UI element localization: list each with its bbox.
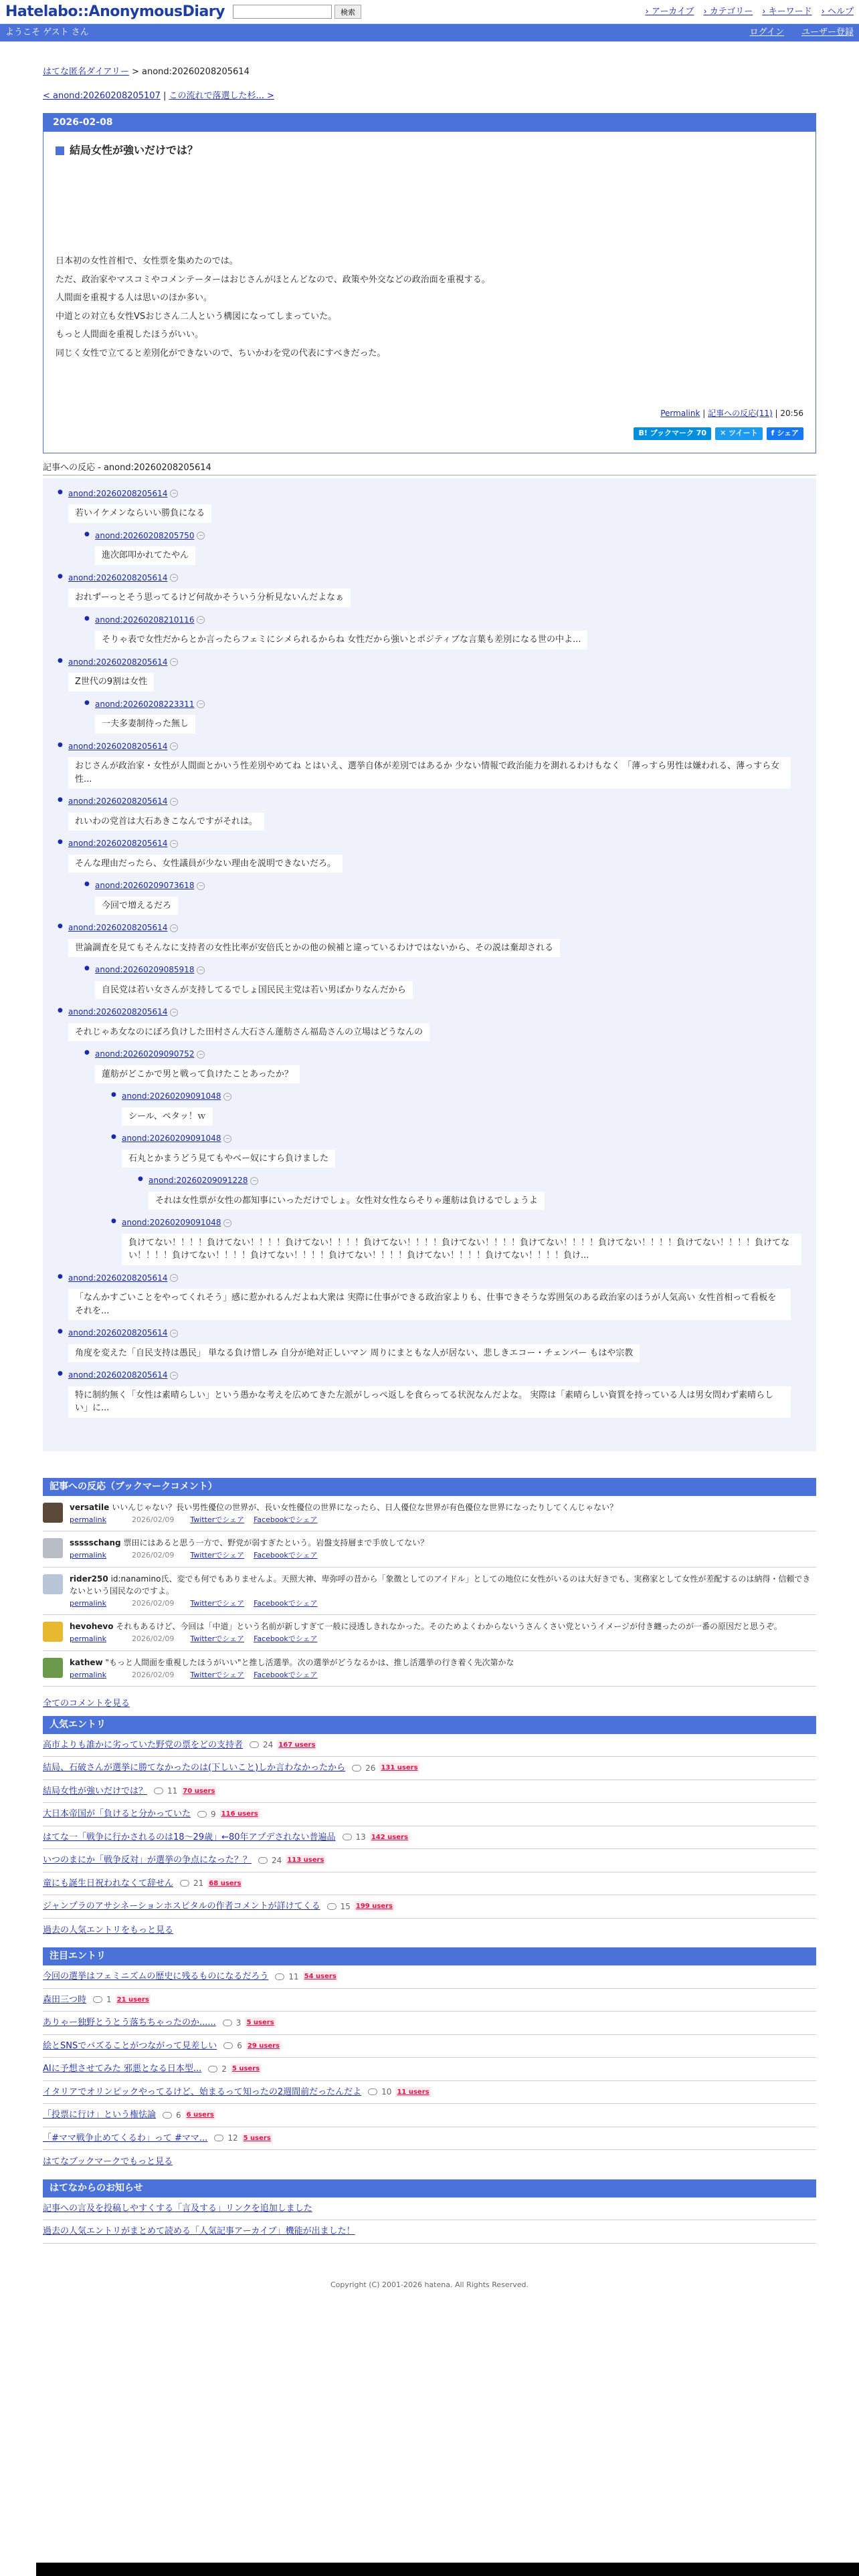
bookmark-comments-heading: 記事への反応（ブックマークコメント）	[43, 1478, 816, 1496]
entry-row	[43, 1872, 816, 1896]
bookmark-date: 2026/02/09	[132, 1515, 175, 1524]
collapse-icon[interactable]: −	[170, 742, 178, 750]
reaction-link[interactable]: anond:20260208205614	[68, 657, 168, 667]
entry-title-link[interactable]: ありゃー独野とうとう落ちちゃったのか......	[43, 2018, 216, 2028]
facebook-share-link[interactable]: Facebookでシェア	[254, 1670, 318, 1679]
reaction-item	[58, 1272, 801, 1321]
reaction-excerpt: 角度を変えた「自民支持は愚民」 単なる負け惜しみ 自分が絶対正しいマン 周りにまともな人が居ない、悲しきエコー・チェンバー もはや宗教	[68, 1344, 640, 1363]
entry-row	[43, 1780, 816, 1804]
help-link[interactable]: › ヘルプ	[822, 5, 854, 19]
entry-row	[43, 2127, 816, 2151]
reaction-item	[84, 879, 801, 915]
entry-title-link[interactable]: 高市よりも誰かに劣っていた野党の票をどの支持者	[43, 1739, 244, 1750]
bookmark-row	[43, 1568, 816, 1616]
bookmark-users-badge[interactable]: 142 users	[371, 1833, 408, 1841]
entry-title-link[interactable]: 「#ママ戦争止めてくるわ」って #ママ...	[43, 2133, 208, 2143]
bookmark-date: 2026/02/09	[132, 1551, 175, 1560]
top-links	[646, 5, 854, 19]
comment-icon	[352, 1765, 361, 1772]
reaction-item	[111, 1090, 801, 1125]
notice-row	[43, 2197, 816, 2221]
entry-row	[43, 1989, 816, 2012]
reaction-excerpt: それは女性票が女性の都知事にいっただけでしょ。女性対女性ならそりゃ蓮舫は負けるでしょうよ	[149, 1192, 545, 1210]
reaction-excerpt: れいわの党首は大石あきこなんですがそれは。	[68, 813, 264, 831]
entry-title-link[interactable]: 大日本帝国が「負けると分かっていた	[43, 1809, 191, 1819]
notice-link[interactable]: 過去の人気エントリがまとめて読める「人気記事アーカイブ」機能が出ました！	[43, 2226, 355, 2236]
entry-paragraph: もっと人間面を重視したほうがいい。	[56, 330, 204, 340]
reaction-excerpt: 一夫多妻制待った無し	[95, 715, 195, 734]
entry-title-link[interactable]: 「投票に行け」という権怯論	[43, 2110, 157, 2120]
comment-count: 24	[272, 1855, 282, 1865]
reaction-excerpt: おれずーっとそう思ってるけど何故かそういう分析見ないんだよなぁ	[68, 588, 351, 607]
entry-paragraph: 日本初の女性首相で、女性票を集めたのでは。	[56, 256, 238, 266]
comment-count: 2	[221, 2064, 227, 2074]
entry-title: 結局女性が強いだけでは？	[56, 142, 803, 158]
comment-count: 21	[193, 1879, 204, 1889]
reaction-excerpt: 石丸とかまうどう見てもやべー奴にすら負けました	[122, 1150, 335, 1168]
reaction-link[interactable]: anond:20260208210116	[95, 615, 195, 625]
reactions-tree	[43, 478, 816, 1451]
entry-title-link[interactable]: 結局、石破さんが選挙に勝てなかったのは(下しいこと)しか言わなかったから	[43, 1763, 346, 1773]
bookmark-permalink[interactable]: permalink	[70, 1551, 106, 1560]
entry-row	[43, 2058, 816, 2081]
bookmark-users-badge[interactable]: 5 users	[231, 2065, 260, 2073]
reaction-item	[58, 656, 801, 734]
comment-icon	[93, 1996, 102, 2003]
entry-footer: Permalink | 記事への反応(11) | 20:56	[660, 409, 803, 418]
reaction-link[interactable]: anond:20260209091048	[122, 1134, 221, 1143]
entry-pager: < anond:20260208205107 | この流れで落選した杉... >	[43, 90, 274, 101]
entry-title-link[interactable]: ジャンプラのアサシネーションホスピタルの作者コメントが詳けてくる	[43, 1901, 320, 1911]
bookmark-date: 2026/02/09	[132, 1670, 175, 1679]
reaction-link[interactable]: anond:20260209091048	[122, 1091, 221, 1101]
reaction-children	[84, 614, 801, 649]
twitter-share-link[interactable]: Twitterでシェア	[190, 1634, 245, 1643]
comment-icon	[154, 1788, 163, 1794]
facebook-share-link[interactable]: Facebookでシェア	[254, 1598, 318, 1608]
comment-icon	[163, 2112, 172, 2119]
avatar[interactable]	[43, 1503, 63, 1523]
bookmark-comment: それもあるけど、今回は「中道」という名前が新しすぎて一般に浸透しきれなかった。そのためよくわからないうさんくさい党というイメージが付き纏ったのが一番の原因だと思うぞ。	[116, 1622, 782, 1631]
bookmark-permalink[interactable]: permalink	[70, 1515, 106, 1524]
collapse-icon[interactable]: −	[170, 658, 178, 666]
entry-title-link[interactable]: 結局女性が強いだけでは？	[43, 1786, 148, 1796]
bookmark-row	[43, 1496, 816, 1532]
search-button[interactable]: 検索	[335, 5, 361, 19]
bookmark-meta	[70, 1634, 782, 1645]
main-content	[43, 41, 816, 2290]
bookmark-user[interactable]: kathew	[70, 1657, 103, 1667]
entry-date: 2026-02-08	[43, 114, 816, 132]
entry-row	[43, 1895, 816, 1919]
bookmark-permalink[interactable]: permalink	[70, 1670, 106, 1679]
reaction-item	[84, 698, 801, 734]
comment-count: 26	[365, 1763, 376, 1773]
reaction-link[interactable]: anond:20260208205614	[68, 1328, 168, 1337]
bookmark-meta	[70, 1550, 428, 1562]
facebook-share-link[interactable]: Facebookでシェア	[254, 1515, 318, 1524]
bookmark-users-badge[interactable]: 5 users	[246, 2019, 274, 2027]
entry-row	[43, 1734, 816, 1757]
reaction-children	[138, 1174, 801, 1210]
notable-heading: 注目エントリ	[43, 1947, 816, 1965]
twitter-share-link[interactable]: Twitterでシェア	[190, 1670, 245, 1679]
notice-list	[43, 2197, 816, 2244]
bookmark-meta	[70, 1670, 514, 1681]
entry-title-link[interactable]: AIに予想させてみた 邪悪となる日本型...	[43, 2064, 202, 2074]
reaction-children	[84, 964, 801, 999]
entry-row	[43, 2104, 816, 2127]
bookmark-row	[43, 1531, 816, 1568]
reaction-link[interactable]: anond:20260209090752	[95, 1049, 195, 1059]
bookmark-users-badge[interactable]: 113 users	[287, 1856, 324, 1864]
entry-title-link[interactable]: 童にも誕生日祝われなくて辞せん	[43, 1878, 174, 1889]
reaction-children	[84, 1048, 801, 1265]
comment-count: 6	[176, 2110, 181, 2120]
reaction-excerpt: それじゃあ女なのにぼろ負けした田村さん大石さん蓮舫さん福島さんの立場はどうなんの	[68, 1023, 430, 1042]
comment-count: 12	[227, 2133, 238, 2143]
reaction-children	[84, 879, 801, 915]
popular-heading: 人気エントリ	[43, 1716, 816, 1734]
reaction-excerpt: 自民党は若い女さんが支持してるでしょ国民民主党は若い男ばかりなんだから	[95, 981, 413, 1000]
reaction-item	[111, 1132, 801, 1210]
comment-icon	[214, 2135, 223, 2141]
facebook-share-link[interactable]: Facebookでシェア	[254, 1551, 318, 1560]
category-link[interactable]: › カテゴリー	[703, 5, 753, 19]
bottom-bar	[36, 2563, 859, 2576]
collapse-icon[interactable]: −	[170, 574, 178, 582]
entry-title-link[interactable]: 今回の選挙はフェミニズムの歴史に残るものになるだろう	[43, 1971, 269, 1981]
reaction-excerpt: 蓮舫がどこかで男と戦って負けたことあったか？	[95, 1065, 300, 1084]
keyword-link[interactable]: › キーワード	[762, 5, 812, 19]
collapse-icon[interactable]: −	[250, 1177, 258, 1185]
comment-count: 13	[355, 1832, 366, 1842]
reaction-item	[58, 795, 801, 831]
refs-link[interactable]: 記事への反応(11)	[708, 409, 773, 418]
collapse-icon[interactable]: −	[223, 1093, 231, 1101]
collapse-icon[interactable]: −	[197, 700, 205, 708]
bookmark-users-badge[interactable]: 29 users	[247, 2042, 280, 2050]
facebook-share-button[interactable]: f シェア	[767, 427, 803, 440]
bookmark-comments	[43, 1496, 816, 1687]
reaction-item	[58, 922, 801, 999]
entry-row	[43, 1826, 816, 1850]
avatar[interactable]	[43, 1574, 63, 1594]
comment-count: 9	[211, 1809, 216, 1819]
entry-row	[43, 2035, 816, 2058]
notable-more-link[interactable]: はてなブックマークでもっと見る	[43, 2157, 173, 2167]
comment-count: 11	[167, 1786, 178, 1796]
prev-entry-link[interactable]: < anond:20260208205107	[43, 90, 161, 101]
bookmark-meta	[70, 1598, 816, 1610]
collapse-icon[interactable]: −	[197, 616, 205, 624]
collapse-icon[interactable]: −	[197, 1051, 205, 1059]
reaction-link[interactable]: anond:20260209091048	[122, 1218, 221, 1227]
reaction-excerpt: 若いイケメンならいい勝負になる	[68, 504, 211, 523]
comment-count: 10	[381, 2087, 392, 2097]
reaction-item	[138, 1174, 801, 1210]
comment-count: 1	[106, 1995, 112, 2005]
comment-icon	[327, 1903, 337, 1910]
reaction-link[interactable]: anond:20260208205614	[68, 839, 168, 848]
twitter-share-link[interactable]: Twitterでシェア	[190, 1598, 245, 1608]
popular-more-link[interactable]: 過去の人気エントリをもっと見る	[43, 1925, 174, 1935]
reaction-link[interactable]: anond:20260208205614	[68, 1007, 168, 1016]
reaction-item	[58, 572, 801, 649]
reaction-excerpt: おじさんが政治家・女性が人間面とかいう性差別やめてね とはいえ、選挙自体が差別ではあるか 少ない情報で政治能力を測れるわけもなく 「薄っすら男性は嫌われる、薄っすら女性...	[68, 757, 791, 788]
twitter-share-link[interactable]: Twitterでシェア	[190, 1515, 245, 1524]
facebook-share-link[interactable]: Facebookでシェア	[254, 1634, 318, 1643]
bookmark-meta	[70, 1515, 617, 1526]
welcome-text: ようこそ ゲスト さん	[5, 27, 89, 38]
next-entry-link[interactable]: この流れで落選した杉... >	[169, 90, 274, 101]
bookmark-users-badge[interactable]: 68 users	[209, 1879, 242, 1887]
bookmark-comment: id:nanamino氏、変でも何でもありませんよ。天照大神、卑弥呼の昔から「象徴としてのアイドル」としての地位に女性がいるのは大好きでも、実務家として女性が差配するのは納得・信頼できないという国民なのですよ。	[70, 1574, 811, 1596]
breadcrumb: はてな匿名ダイアリー > anond:20260208205614	[43, 67, 250, 77]
collapse-icon[interactable]: −	[170, 1274, 178, 1282]
reaction-excerpt: 世論調査を見てもそんなに支持者の女性比率が安倍氏とかの他の候補と違っているわけではないから、その説は棄却される	[68, 939, 560, 958]
collapse-icon[interactable]: −	[197, 882, 205, 890]
avatar[interactable]	[43, 1658, 63, 1678]
comment-count: 11	[288, 1971, 299, 1981]
reaction-link[interactable]: anond:20260208205750	[95, 530, 195, 540]
bookmark-users-badge[interactable]: 54 users	[304, 1973, 337, 1981]
login-link[interactable]: ログイン	[749, 27, 784, 38]
entry-title-link[interactable]: 森田三つ時	[43, 1994, 87, 2005]
comment-count: 6	[237, 2041, 242, 2051]
reaction-children	[84, 530, 801, 565]
breadcrumb-current: anond:20260208205614	[142, 67, 250, 77]
reaction-excerpt: シール、ペタッ！ｗ	[122, 1107, 213, 1126]
reaction-link[interactable]: anond:20260208205614	[68, 572, 168, 582]
comment-icon	[197, 1811, 207, 1818]
collapse-icon[interactable]: −	[197, 532, 205, 540]
bookmark-users-badge[interactable]: 131 users	[381, 1764, 418, 1772]
reaction-link[interactable]: anond:20260208205614	[68, 796, 168, 806]
bookmark-user[interactable]: ssssschang	[70, 1538, 121, 1547]
bookmark-users-badge[interactable]: 199 users	[355, 1903, 393, 1911]
reaction-item	[84, 964, 801, 999]
bookmark-permalink[interactable]: permalink	[70, 1634, 106, 1643]
bookmark-comment: "もっと人間面を重視したほうがいい"と推し活選挙。次の選挙がどうなるかは、推し活選挙の行き着く先次第かな	[105, 1657, 514, 1667]
all-comments-link[interactable]: 全てのコメントを見る	[43, 1699, 130, 1709]
avatar[interactable]	[43, 1538, 63, 1558]
comment-count: 15	[340, 1901, 351, 1911]
reaction-excerpt: 特に制約無く「女性は素晴らしい」という愚かな考えを広めてきた左派がしっぺ返しを食らってる状況なんだよな。 実際は「素晴らしい資質を持っている人は男女問わず素晴らしい」に...	[68, 1386, 791, 1418]
bookmark-users-badge[interactable]: 116 users	[221, 1810, 258, 1818]
copyright: Copyright (C) 2001-2026 hatena. All Rights Reserved.	[330, 2280, 529, 2289]
reaction-link[interactable]: anond:20260208223311	[95, 699, 195, 709]
reaction-children	[84, 698, 801, 734]
popular-list	[43, 1734, 816, 1919]
comment-count: 24	[263, 1740, 274, 1750]
reaction-item	[58, 1369, 801, 1418]
reaction-item	[84, 614, 801, 649]
comment-icon	[343, 1834, 352, 1840]
user-bar	[0, 24, 859, 41]
twitter-share-link[interactable]: Twitterでシェア	[190, 1551, 245, 1560]
bookmark-permalink[interactable]: permalink	[70, 1598, 106, 1608]
site-logo[interactable]: Hatelabo::AnonymousDiary	[5, 3, 225, 20]
reaction-excerpt: 今回で増えるだろ	[95, 897, 178, 916]
bookmark-date: 2026/02/09	[132, 1634, 175, 1643]
comment-count: 3	[235, 2018, 242, 2028]
bookmark-users-badge[interactable]: 5 users	[243, 2134, 271, 2142]
entry-title-link[interactable]: いつのまにか「戦争反対」が選挙の争点になった？？	[43, 1855, 252, 1865]
comment-icon	[180, 1880, 189, 1887]
reaction-item	[58, 837, 801, 915]
entry-row	[43, 1757, 816, 1780]
hatena-bookmark-button[interactable]: B! ブックマーク 70	[634, 427, 711, 440]
reaction-item	[84, 1048, 801, 1265]
collapse-icon[interactable]: −	[170, 840, 178, 848]
comment-icon	[223, 2042, 233, 2049]
bookmark-comment: 票田にはあると思う一方で、野党が弱すぎたという。岩盤支持層まで手放してない？	[123, 1538, 429, 1547]
bookmark-date: 2026/02/09	[132, 1598, 175, 1608]
collapse-icon[interactable]: −	[170, 1008, 178, 1016]
bookmark-users-badge[interactable]: 70 users	[183, 1787, 215, 1795]
collapse-icon[interactable]: −	[223, 1219, 231, 1227]
reaction-item	[58, 1006, 801, 1265]
entry-paragraph: 中道との対立も女性VSおじさん二人という構図になってしまっていた。	[56, 311, 337, 322]
collapse-icon[interactable]: −	[170, 798, 178, 806]
reaction-excerpt: 「なんかすごいことをやってくれそう」感に惹かれるんだよね大衆は 実際に仕事ができる政治家よりも、仕事できそうな雰囲気のある政治家のほうが人気高い 女性首相って看板をそれを...	[68, 1289, 791, 1320]
entry-time: 20:56	[780, 409, 803, 418]
reaction-link[interactable]: anond:20260209073618	[95, 881, 195, 890]
reaction-item	[58, 740, 801, 789]
bookmark-row	[43, 1651, 816, 1687]
reaction-item	[111, 1216, 801, 1265]
bookmark-users-badge[interactable]: 21 users	[116, 1996, 149, 2004]
entry-box	[43, 113, 816, 453]
breadcrumb-home[interactable]: はてな匿名ダイアリー	[43, 67, 129, 77]
entry-row	[43, 2081, 816, 2105]
reaction-link[interactable]: anond:20260208205614	[68, 1273, 168, 1283]
bookmark-user[interactable]: rider250	[70, 1574, 108, 1584]
reaction-link[interactable]: anond:20260209091228	[149, 1176, 248, 1185]
entry-paragraph: 人間面を重視する人は思いのほか多い。	[56, 293, 213, 303]
bookmark-users-badge[interactable]: 167 users	[278, 1741, 316, 1749]
bookmark-comment: いいんじゃない？長い男性優位の世界が、長い女性優位の世界になったら、日人優位な世界が有色優位な世界になったりしてくんじゃない？	[112, 1502, 618, 1512]
bookmark-user[interactable]: versatile	[70, 1502, 110, 1512]
entry-row	[43, 1849, 816, 1872]
reaction-excerpt: 負けてない！！！！負けてない！！！！負けてない！！！！負けてない！！！！負けてない！！！！負けてない！！！！負けてない！！！！負けてない！！！！負けてない！！！！負けてない！！！！負けてない！！！！負けてない！！！！負けてない！！！！負けてない！！！！負け...	[122, 1234, 801, 1265]
entry-title-link[interactable]: イタリアでオリンピックやってるけど、始まるって知ったの2週間前だったんだよ	[43, 2086, 362, 2097]
comment-icon	[223, 2020, 232, 2026]
reaction-link[interactable]: anond:20260208205614	[68, 1370, 168, 1380]
bookmark-user[interactable]: hevohevo	[70, 1622, 114, 1631]
reaction-item	[58, 1327, 801, 1362]
collapse-icon[interactable]: −	[170, 924, 178, 932]
collapse-icon[interactable]: −	[223, 1135, 231, 1143]
reaction-link[interactable]: anond:20260208205614	[68, 488, 168, 498]
entry-paragraph: ただ、政治家やマスコミやコメンテーターはおじさんがほとんどなので、政策や外交などの政治面を重視する。	[56, 274, 490, 285]
collapse-icon[interactable]: −	[170, 490, 178, 498]
reaction-excerpt: そりゃ表で女性だからとか言ったらフェミにシメられるからね 女性だから強いとポジティブな言葉も差別になる世の中よ...	[95, 631, 587, 649]
bookmark-users-badge[interactable]: 11 users	[397, 2088, 430, 2096]
archive-link[interactable]: › アーカイブ	[646, 5, 694, 19]
reaction-item	[84, 530, 801, 565]
avatar[interactable]	[43, 1622, 63, 1642]
comment-icon	[368, 2088, 377, 2095]
comment-icon	[250, 1741, 259, 1748]
entry-title-link[interactable]: はてな一「戦争に行かされるのは18〜29歳」←80年アプデされない普遍品	[43, 1832, 336, 1842]
reaction-link[interactable]: anond:20260208205614	[68, 741, 168, 751]
notice-heading: はてなからのお知らせ	[43, 2179, 816, 2197]
entry-row	[43, 1965, 816, 1989]
comment-icon	[208, 2066, 217, 2072]
comment-icon	[275, 1973, 284, 1980]
entry-row	[43, 1803, 816, 1826]
collapse-icon[interactable]: −	[170, 1372, 178, 1380]
permalink-link[interactable]: Permalink	[660, 409, 700, 418]
share-buttons	[634, 427, 803, 440]
reaction-excerpt: そんな理由だったら、女性議員が少ない理由を説明できないだろ。	[68, 855, 343, 873]
notice-link[interactable]: 記事への言及を投稿しやすくする「言及する」リンクを追加しました	[43, 2203, 312, 2214]
reaction-item	[58, 488, 801, 565]
tweet-button[interactable]: ✕ ツイート	[715, 427, 763, 440]
top-bar	[0, 0, 859, 24]
reaction-excerpt: Z世代の9割は女性	[68, 673, 154, 691]
reaction-link[interactable]: anond:20260209085918	[95, 965, 195, 974]
entry-body	[56, 255, 803, 360]
search-input[interactable]	[233, 5, 332, 19]
collapse-icon[interactable]: −	[197, 966, 205, 974]
entry-row	[43, 2012, 816, 2035]
bookmark-row	[43, 1615, 816, 1651]
notice-row	[43, 2220, 816, 2244]
reaction-excerpt: 進次郎叩かれてたやん	[95, 546, 195, 565]
comment-icon	[258, 1857, 268, 1864]
register-link[interactable]: ユーザー登録	[801, 27, 854, 38]
bookmark-users-badge[interactable]: 6 users	[186, 2111, 214, 2119]
reaction-children	[111, 1090, 801, 1265]
entry-title-link[interactable]: 絵とSNSでバズることがつながって見差しい	[43, 2040, 217, 2051]
reactions-heading: 記事への反応 - anond:20260208205614	[43, 461, 816, 475]
notable-list	[43, 1965, 816, 2150]
entry-paragraph: 同じく女性で立てると差別化ができないので、ちいかわを党の代表にすべきだった。	[56, 348, 386, 358]
reaction-link[interactable]: anond:20260208205614	[68, 923, 168, 932]
collapse-icon[interactable]: −	[170, 1329, 178, 1337]
